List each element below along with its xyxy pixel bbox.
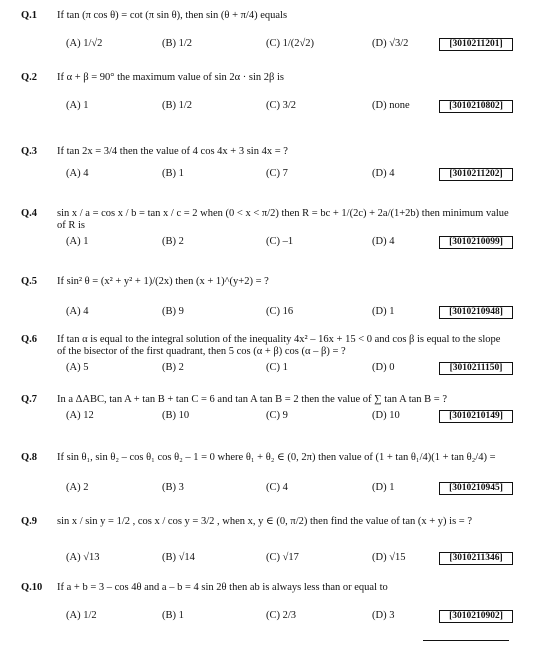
option-c: (C) 16 xyxy=(266,306,294,317)
question-stem: If sin θ₁, sin θ₂ – cos θ₁ cos θ₂ – 1 = 0 where θ₁ + θ₂ ∈ (0, 2π) then value of (1 + tan θ₁/4)(1 + tan θ₂/4) = xyxy=(57,452,496,463)
option-c: (C) √17 xyxy=(266,552,299,563)
option-c: (C) 3/2 xyxy=(266,100,297,111)
option-d: (D) 4 xyxy=(372,168,395,179)
question-stem: sin x / sin y = 1/2 , cos x / cos y = 3/2 , when x, y ∈ (0, π/2) then find the value of tan (x + y) is = ? xyxy=(57,516,472,527)
question-stem: If tan α is equal to the integral solution of the inequality 4x² – 16x + 15 < 0 and cos β is equal to the slope of the bisector of the first quadrant, then 5 cos (α + β) cos (α – β) = ? xyxy=(57,334,501,357)
question-number: Q.1 xyxy=(21,10,38,21)
option-a: (A) 4 xyxy=(66,306,89,317)
page-end-rule xyxy=(423,640,509,641)
option-a: (A) 4 xyxy=(66,168,89,179)
option-b: (B) 2 xyxy=(162,236,184,247)
question-code: [3010210802] xyxy=(439,100,513,113)
question-number: Q.7 xyxy=(21,394,38,405)
question-code: [3010210149] xyxy=(439,410,513,423)
option-d: (D) 0 xyxy=(372,362,395,373)
option-a: (A) √13 xyxy=(66,552,100,563)
question-stem: In a ΔABC, tan A + tan B + tan C = 6 and tan A tan B = 2 then the value of ∑ tan A tan B = ? xyxy=(57,394,448,405)
option-c: (C) –1 xyxy=(266,236,294,247)
option-b: (B) 1/2 xyxy=(162,38,193,49)
option-c: (C) 1/(2√2) xyxy=(266,38,315,49)
question-code: [3010210902] xyxy=(439,610,513,623)
option-d: (D) 10 xyxy=(372,410,400,421)
option-d: (D) 4 xyxy=(372,236,395,247)
option-c: (C) 2/3 xyxy=(266,610,297,621)
question-stem: If tan 2x = 3/4 then the value of 4 cos 4x + 3 sin 4x = ? xyxy=(57,146,288,157)
question-code: [3010210099] xyxy=(439,236,513,249)
option-b: (B) 1 xyxy=(162,168,184,179)
option-c: (C) 1 xyxy=(266,362,288,373)
question-code: [3010211346] xyxy=(439,552,513,565)
question-code: [3010211150] xyxy=(439,362,513,375)
option-a: (A) 2 xyxy=(66,482,89,493)
question-stem: If α + β = 90° the maximum value of sin 2α · sin 2β is xyxy=(57,72,284,83)
option-d: (D) √15 xyxy=(372,552,406,563)
question-stem: If tan (π cos θ) = cot (π sin θ), then sin (θ + π/4) equals xyxy=(57,10,288,21)
option-b: (B) 1 xyxy=(162,610,184,621)
question-code: [3010211202] xyxy=(439,168,513,181)
question-stem: sin x / a = cos x / b = tan x / c = 2 when (0 < x < π/2) then R = bc + 1/(2c) + 2a/(1+2b) then minimum value of R is xyxy=(57,208,509,231)
option-a: (A) 12 xyxy=(66,410,94,421)
option-a: (A) 1/2 xyxy=(66,610,97,621)
question-number: Q.3 xyxy=(21,146,38,157)
option-b: (B) 2 xyxy=(162,362,184,373)
option-b: (B) 3 xyxy=(162,482,184,493)
option-b: (B) √14 xyxy=(162,552,195,563)
option-a: (A) 5 xyxy=(66,362,89,373)
option-a: (A) 1/√2 xyxy=(66,38,103,49)
option-a: (A) 1 xyxy=(66,236,89,247)
question-number: Q.4 xyxy=(21,208,38,219)
option-a: (A) 1 xyxy=(66,100,89,111)
option-c: (C) 4 xyxy=(266,482,288,493)
question-number: Q.9 xyxy=(21,516,38,527)
question-stem: If a + b = 3 – cos 4θ and a – b = 4 sin 2θ then ab is always less than or equal to xyxy=(57,582,388,593)
option-d: (D) 1 xyxy=(372,482,395,493)
question-number: Q.10 xyxy=(21,582,43,593)
question-stem: If sin² θ = (x² + y² + 1)/(2x) then (x + 1)^(y+2) = ? xyxy=(57,276,269,287)
option-b: (B) 1/2 xyxy=(162,100,193,111)
question-number: Q.8 xyxy=(21,452,38,463)
question-code: [3010210945] xyxy=(439,482,513,495)
question-number: Q.5 xyxy=(21,276,38,287)
option-b: (B) 9 xyxy=(162,306,184,317)
option-d: (D) 3 xyxy=(372,610,395,621)
option-c: (C) 7 xyxy=(266,168,288,179)
option-d: (D) 1 xyxy=(372,306,395,317)
option-c: (C) 9 xyxy=(266,410,288,421)
question-number: Q.6 xyxy=(21,334,38,345)
question-code: [3010210948] xyxy=(439,306,513,319)
option-d: (D) none xyxy=(372,100,410,111)
question-code: [3010211201] xyxy=(439,38,513,51)
option-d: (D) √3/2 xyxy=(372,38,409,49)
option-b: (B) 10 xyxy=(162,410,190,421)
question-number: Q.2 xyxy=(21,72,38,83)
